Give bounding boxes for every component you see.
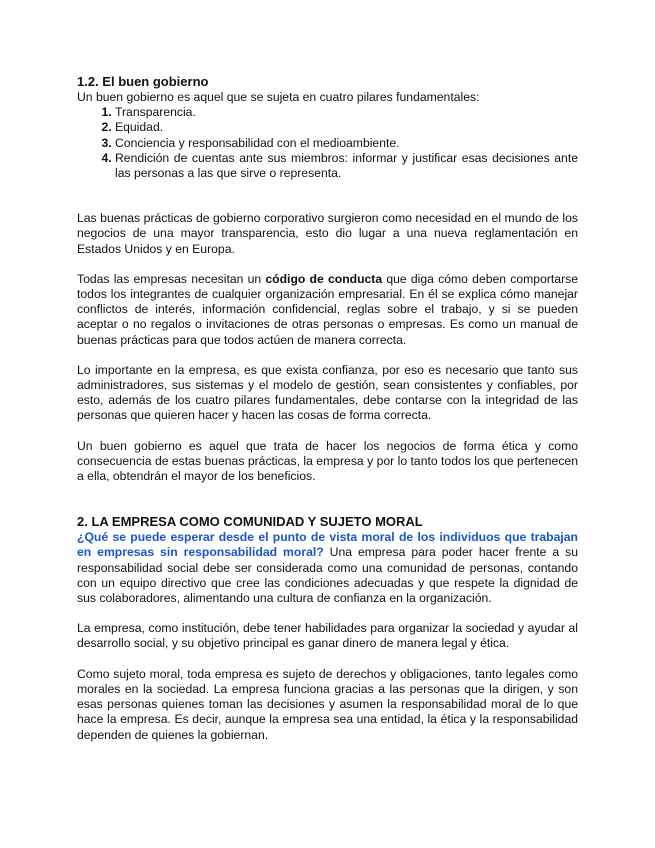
paragraph-buenas-practicas: Las buenas prácticas de gobierno corporativo surgieron como necesidad en el mundo de los negocios de una mayor transparencia, esto dio lugar a una nueva reglamentación en Estados Unidos y en Europa. bbox=[77, 211, 578, 256]
paragraph-institucion: La empresa, como institución, debe tener habilidades para organizar la sociedad y ayudar al desarrollo social, y su objetivo principal es ganar dinero de manera legal y ética. bbox=[77, 621, 578, 651]
highlighted-question: ¿Qué se puede esperar desde el punto de vista moral de los individuos que trabajan en empresas sin responsabilidad moral? bbox=[77, 530, 578, 560]
pillars-list bbox=[77, 105, 578, 181]
document-body bbox=[77, 74, 578, 743]
section-heading-buen-gobierno: 1.2. El buen gobierno bbox=[77, 74, 209, 89]
intro-paragraph: Un buen gobierno es aquel que se sujeta en cuatro pilares fundamentales: bbox=[77, 90, 480, 104]
paragraph-buen-gobierno-etica: Un buen gobierno es aquel que trata de hacer los negocios de forma ética y como consecuencia de estas buenas prácticas, la empresa y por lo tanto todos los que pertenecen a ella, obtendrán el mayor de los beneficios. bbox=[77, 438, 578, 484]
paragraph-text: que diga cómo deben comportarse todos los integrantes de cualquier organización empresarial. En él se explica cómo manejar conflictos de interés, información confidencial, reglas sobre el trabajo, y si se pueden aceptar o no regalos o invitaciones de otras personas o empresas. Es como un manual de buenas prácticas para que todos actúen de manera correcta. bbox=[77, 271, 579, 347]
spacer bbox=[77, 181, 578, 211]
paragraph-question bbox=[77, 530, 578, 606]
spacer bbox=[77, 484, 578, 514]
spacer bbox=[77, 257, 578, 272]
list-item: 2. Equidad. bbox=[115, 120, 578, 135]
list-item: 4. Rendición de cuentas ante sus miembros: informar y justificar esas decisiones ante las personas a las que sirve o representa. bbox=[115, 151, 578, 181]
spacer bbox=[77, 348, 578, 363]
list-item: 1. Transparencia. bbox=[115, 105, 578, 120]
paragraph-codigo-conducta bbox=[77, 272, 578, 348]
bold-term: código de conducta bbox=[265, 271, 383, 286]
section-heading-empresa-comunidad: 2. LA EMPRESA COMO COMUNIDAD Y SUJETO MORAL bbox=[77, 514, 423, 530]
paragraph-sujeto-moral: Como sujeto moral, toda empresa es sujeto de derechos y obligaciones, tanto legales como morales en la sociedad. La empresa funciona gracias a las personas que la dirigen, y son esas personas quienes toman las decisiones y asumen la responsabilidad moral de lo que hace la empresa. Es decir, aunque la empresa sea una entidad, la ética y la responsabilidad dependen de quienes la gobiernan. bbox=[77, 666, 578, 742]
paragraph-confianza: Lo importante en la empresa, es que exista confianza, por eso es necesario que tanto sus administradores, sus sistemas y el modelo de gestión, sean consistentes y confiables, por esto, además de los cuatro pilares fundamentales, debe contarse con la integridad de las personas que quieren hacer y hacen las cosas de forma correcta. bbox=[77, 362, 578, 423]
spacer bbox=[77, 652, 578, 667]
spacer bbox=[77, 606, 578, 621]
list-item: 3. Conciencia y responsabilidad con el medioambiente. bbox=[115, 136, 578, 151]
paragraph-text: Una empresa para poder hacer frente a su responsabilidad social debe ser considerada como una comunidad de personas, contando con un equipo directivo que cree las condiciones adecuadas y que respete la dignidad de sus colaboradores, alimentando una cultura de confianza en la organización. bbox=[77, 545, 578, 606]
paragraph-text: Todas las empresas necesitan un bbox=[77, 271, 266, 286]
spacer bbox=[77, 424, 578, 439]
